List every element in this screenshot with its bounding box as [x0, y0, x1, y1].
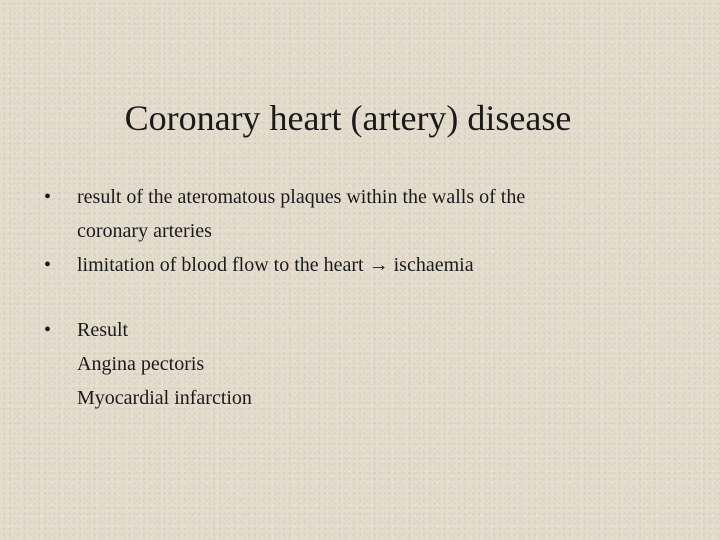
bullet-text-line: Angina pectoris [77, 353, 205, 375]
bullet-item-blood-flow [44, 252, 674, 278]
bullet-marker: • [44, 254, 52, 276]
bullet-text-line: coronary arteries [77, 220, 212, 242]
bullet-text-line: limitation of blood flow to the heart → ischaemia [77, 254, 474, 276]
bullet-item-plaques [44, 184, 674, 244]
bullet-text-line: Result [77, 319, 129, 341]
bullet-list [44, 176, 674, 411]
bullet-text-line: Myocardial infarction [77, 387, 252, 409]
slide-title: Coronary heart (artery) disease [124, 98, 572, 138]
bullet-text-line: result of the ateromatous plaques within the walls of the [77, 186, 526, 208]
bullet-marker: • [44, 186, 52, 208]
bullet-marker: • [44, 319, 52, 341]
bullet-item-result [44, 317, 674, 411]
